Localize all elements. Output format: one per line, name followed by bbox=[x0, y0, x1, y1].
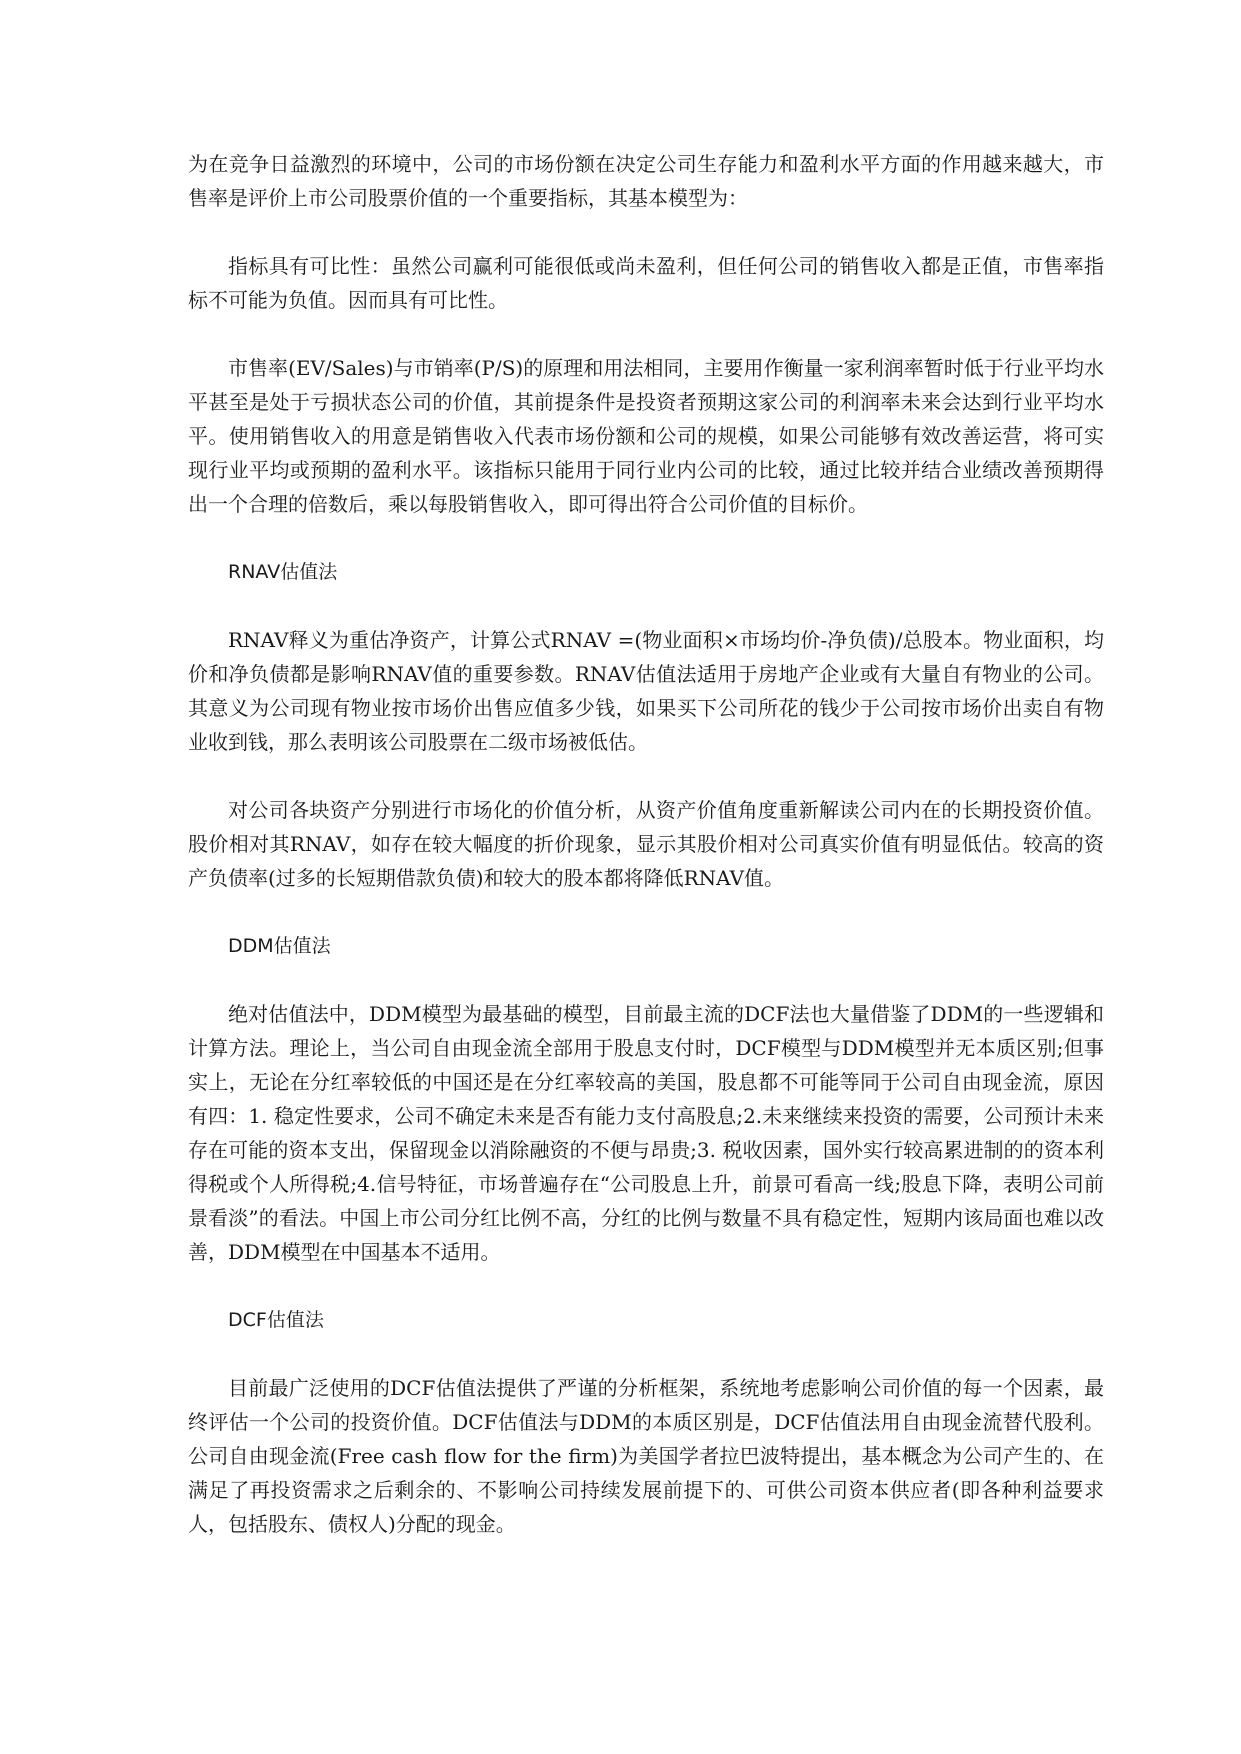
spacer bbox=[188, 317, 1104, 351]
spacer bbox=[188, 1269, 1104, 1303]
heading-ddm: DDM估值法 bbox=[228, 935, 331, 957]
paragraph-ev-sales: 市售率(EV/Sales)与市销率(P/S)的原理和用法相同，主要用作衡量一家利润率暂时低于行业平均水平甚至是处于亏损状态公司的价值，其前提条件是投资者预期这家公司的利润率未来会达到行业平均水平。使用销售收入的用意是销售收入代表市场份额和公司的规模，如果公司能够有效改善运营，将可实现行业平均或预期的盈利水平。该指标只能用于同行业内公司的比较，通过比较并结合业绩改善预期得出一个合理的倍数后，乘以每股销售收入，即可得出符合公司价值的目标价。 bbox=[188, 356, 1104, 516]
spacer bbox=[188, 759, 1104, 793]
paragraph-dcf: 目前最广泛使用的DCF估值法提供了严谨的分析框架，系统地考虑影响公司价值的每一个因素，最终评估一个公司的投资价值。DCF估值法与DDM的本质区别是，DCF估值法用自由现金流替代股利。公司自由现金流(Free cash flow for the firm)为美国学者拉巴波特提出，基本概念为公司产生的、在满足了再投资需求之后剩余的、不影响公司持续发展前提下的、可供公司资本供应者(即各种利益要求人，包括股东、债权人)分配的现金。 bbox=[188, 1376, 1104, 1536]
spacer bbox=[188, 895, 1104, 929]
heading-rnav: RNAV估值法 bbox=[228, 561, 338, 583]
paragraph-ddm: 绝对估值法中，DDM模型为最基础的模型，目前最主流的DCF法也大量借鉴了DDM的一些逻辑和计算方法。理论上，当公司自由现金流全部用于股息支付时，DCF模型与DDM模型并无本质区别;但事实上，无论在分红率较低的中国还是在分红率较高的美国，股息都不可能等同于公司自由现金流，原因有四：1. 稳定性要求，公司不确定未来是否有能力支付高股息;2.未来继续来投资的需要，公司预计未来存在可能的资本支出，保留现金以消除融资的不便与昂贵;3. 税收因素，国外实行较高累进制的的资本利得税或个人所得税;4.信号特征，市场普遍存在“公司股息上升，前景可看高一线;股息下降，表明公司前景看淡”的看法。中国上市公司分红比例不高，分红的比例与数量不具有稳定性，短期内该局面也难以改善，DDM模型在中国基本不适用。 bbox=[188, 1002, 1104, 1264]
heading-dcf: DCF估值法 bbox=[228, 1309, 324, 1331]
spacer bbox=[188, 589, 1104, 623]
spacer bbox=[188, 521, 1104, 555]
spacer bbox=[188, 1337, 1104, 1371]
spacer bbox=[188, 963, 1104, 997]
paragraph-comparability: 指标具有可比性：虽然公司赢利可能很低或尚未盈利，但任何公司的销售收入都是正值，市售率指标不可能为负值。因而具有可比性。 bbox=[188, 254, 1104, 312]
paragraph-rnav-definition: RNAV释义为重估净资产，计算公式RNAV =(物业面积×市场均价-净负债)/总股本。物业面积，均价和净负债都是影响RNAV值的重要参数。RNAV估值法适用于房地产企业或有大量自有物业的公司。其意义为公司现有物业按市场价出售应值多少钱，如果买下公司所花的钱少于公司按市场价出卖自有物业收到钱，那么表明该公司股票在二级市场被低估。 bbox=[188, 628, 1104, 754]
paragraph-market-share: 为在竞争日益激烈的环境中，公司的市场份额在决定公司生存能力和盈利水平方面的作用越来越大，市售率是评价上市公司股票价值的一个重要指标，其基本模型为： bbox=[188, 152, 1104, 210]
paragraph-rnav-analysis: 对公司各块资产分别进行市场化的价值分析，从资产价值角度重新解读公司内在的长期投资价值。股价相对其RNAV，如存在较大幅度的折价现象，显示其股价相对公司真实价值有明显低估。较高的资产负债率(过多的长短期借款负债)和较大的股本都将降低RNAV值。 bbox=[188, 798, 1104, 890]
spacer bbox=[188, 215, 1104, 249]
document-page bbox=[188, 147, 1104, 1541]
